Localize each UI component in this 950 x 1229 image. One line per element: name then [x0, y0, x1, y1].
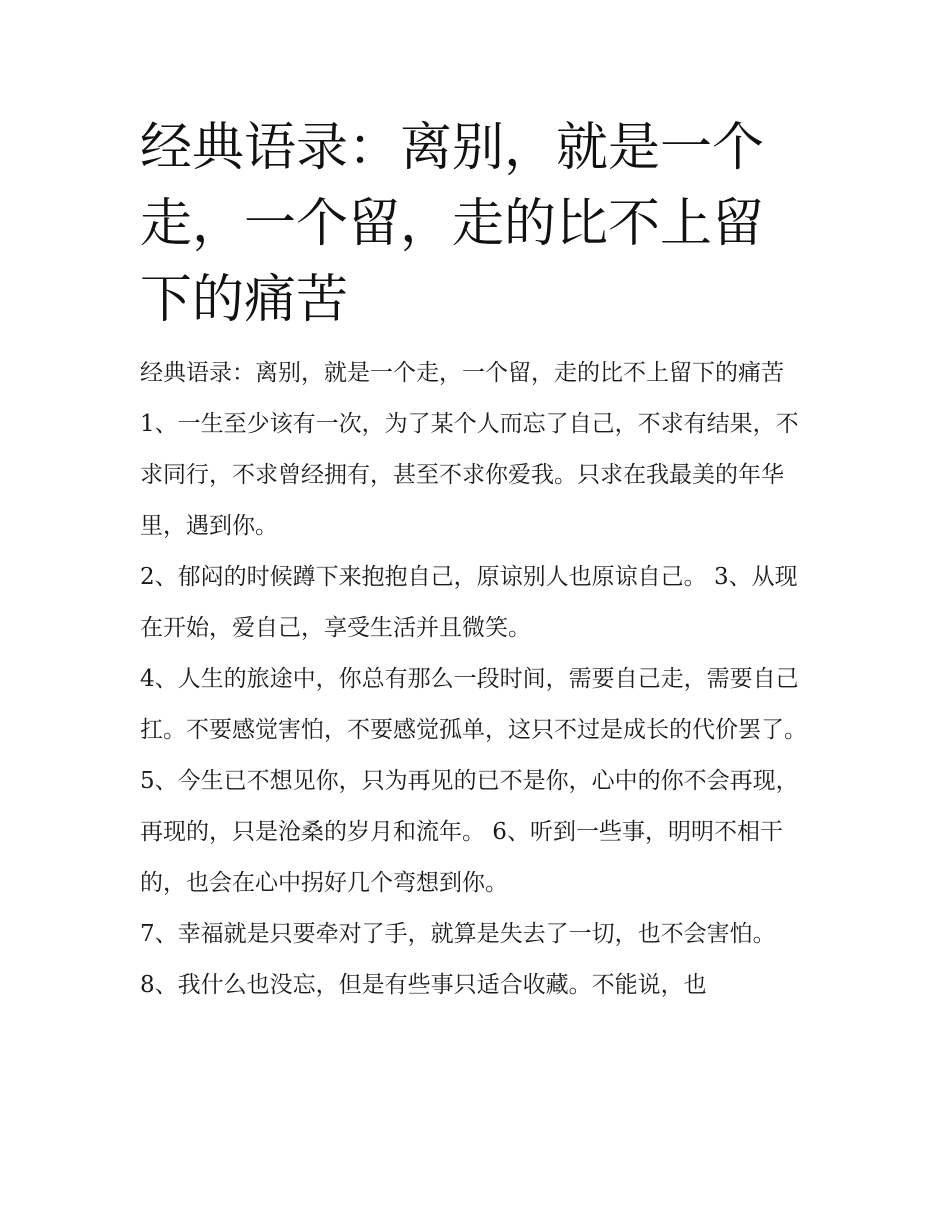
paragraph-quote-4: 4、人生的旅途中，你总有那么一段时间，需要自己走，需要自己扛。不要感觉害怕，不要感觉孤单，这只不过是成长的代价罢了。 — [140, 666, 807, 743]
paragraph-quote-1: 1、一生至少该有一次，为了某个人而忘了自己，不求有结果，不求同行，不求曾经拥有，甚至不求你爱我。只求在我最美的年华里，遇到你。 — [140, 411, 799, 539]
document-title: 经典语录：离别，就是一个走，一个留，走的比不上留下的痛苦 — [140, 118, 765, 330]
document-body — [140, 110, 820, 1011]
paragraph-quote-2-3: 2、郁闷的时候蹲下来抱抱自己，原谅别人也原谅自己。 3、从现在开始，爱自己，享受生活并且微笑。 — [140, 564, 798, 641]
paragraph-quote-5-6: 5、今生已不想见你，只为再见的已不是你，心中的你不会再现，再现的，只是沧桑的岁月和流年。 6、听到一些事，明明不相干的，也会在心中拐好几个弯想到你。 — [140, 768, 799, 896]
paragraph-intro: 经典语录：离别，就是一个走，一个留，走的比不上留下的痛苦 — [140, 360, 784, 386]
paragraph-quote-7-8: 7、幸福就是只要牵对了手，就算是失去了一切，也不会害怕。 8、我什么也没忘，但是有些事只适合收藏。不能说，也 — [140, 921, 776, 998]
